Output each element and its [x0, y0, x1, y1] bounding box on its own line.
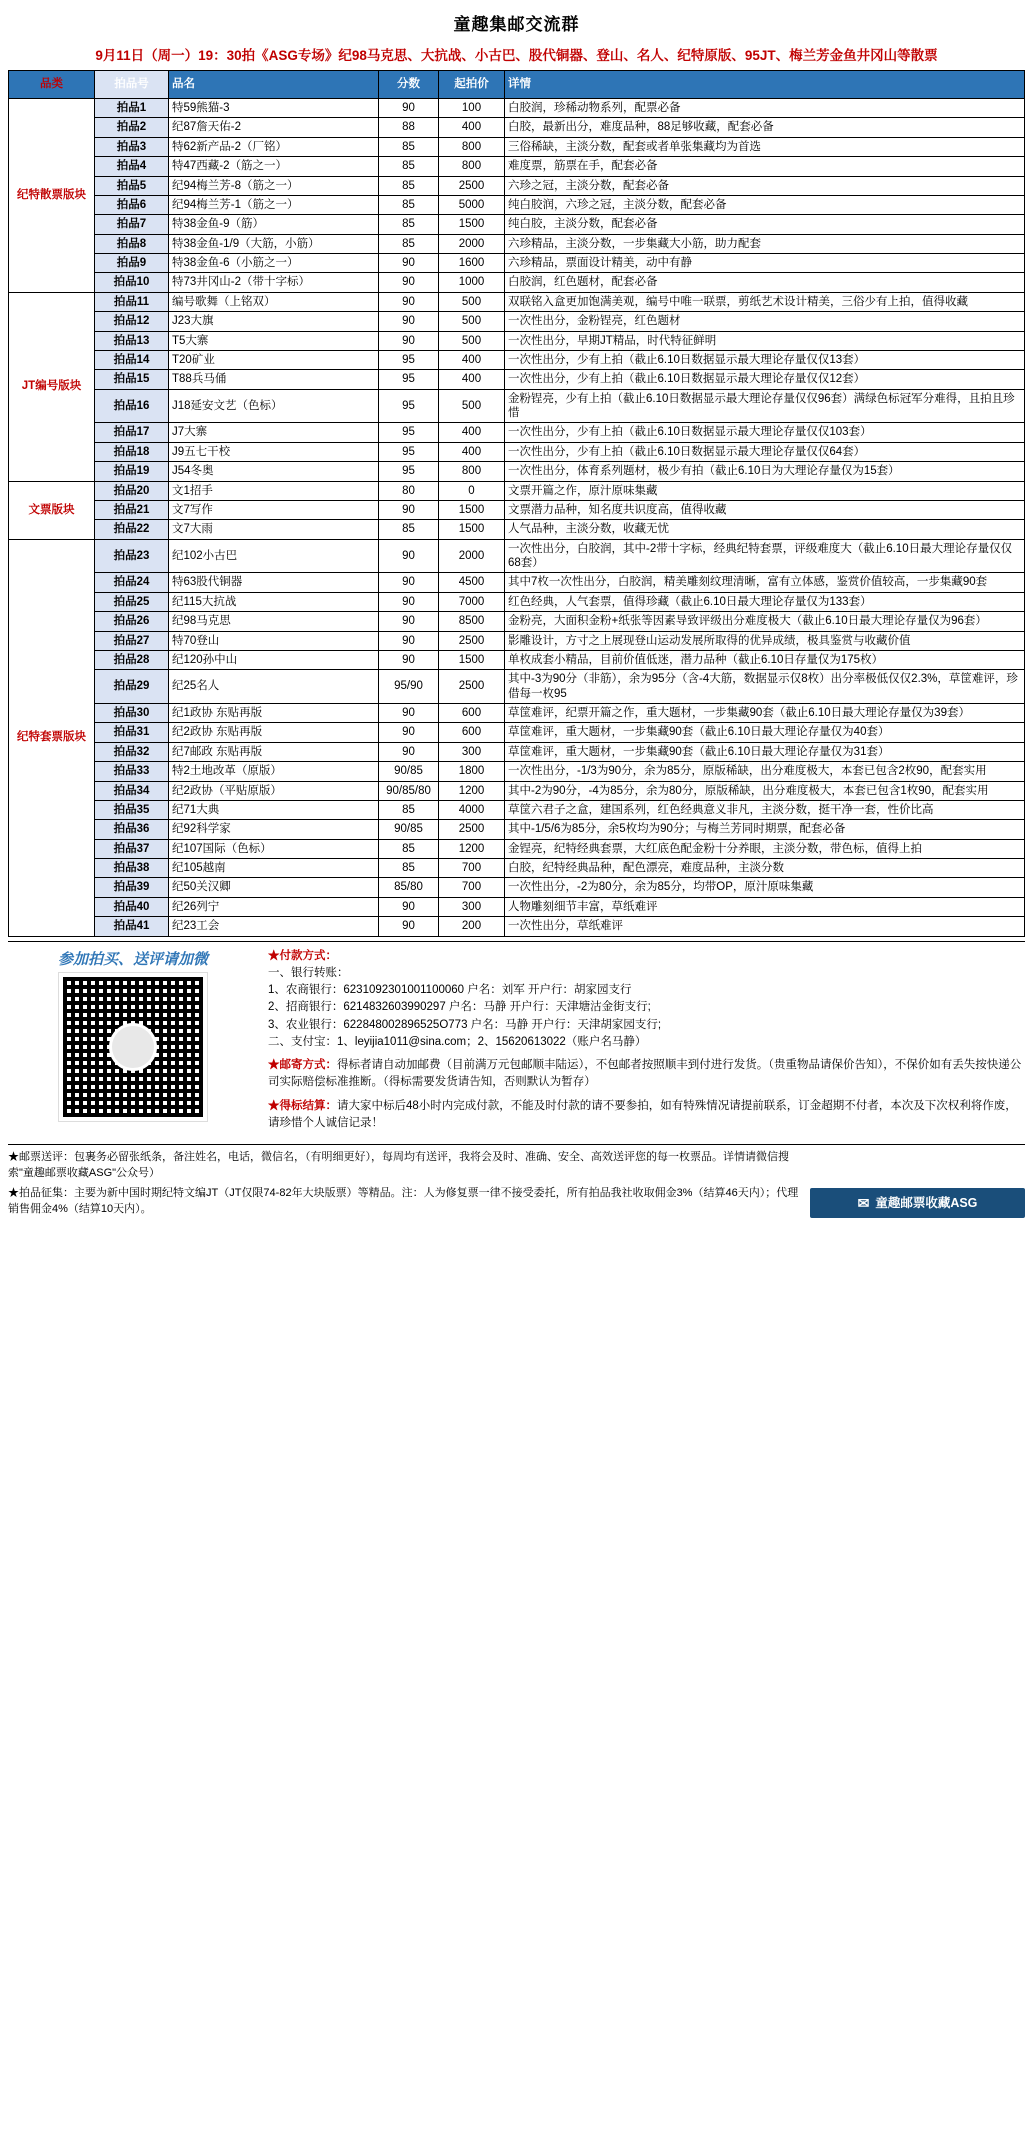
score-cell: 90: [379, 573, 439, 592]
settlement-note-head: ★得标结算：: [268, 1099, 337, 1112]
notes-panel: [258, 948, 1025, 1139]
score-cell: 90: [379, 650, 439, 669]
table-row: [9, 423, 1025, 442]
detail-cell: 六珍之冠，主淡分数，配套必备: [505, 176, 1025, 195]
detail-cell: 一次性出分，体育系列题材，极少有拍（截止6.10日为大理论存量仅为15套）: [505, 462, 1025, 481]
table-row: [9, 704, 1025, 723]
detail-cell: 一次性出分，早期JT精品，时代特征鲜明: [505, 331, 1025, 350]
wechat-icon: ✉: [857, 1194, 870, 1211]
payment-line: 2、招商银行：6214832603990297 户名：马静 开户行：天津塘沽金街支行;: [268, 1001, 651, 1014]
detail-cell: 单枚成套小精品，目前价值低迷，潜力品种（截止6.10日存量仅为175枚）: [505, 650, 1025, 669]
lot-id-cell: 拍品35: [95, 800, 169, 819]
detail-cell: 草筐六君子之盒，建国系列，红色经典意义非凡，主淡分数，挺干净一套，性价比高: [505, 800, 1025, 819]
table-row: [9, 839, 1025, 858]
score-cell: 90: [379, 612, 439, 631]
lot-id-cell: 拍品13: [95, 331, 169, 350]
footer-note-grading: ★邮票送评：包裹务必留张纸条，备注姓名，电话，微信名，（有明细更好），每周均有送评，我将会及时、准确、安全、高效送评您的每一枚票品。详情请微信搜索"童趣邮票收藏ASG"公众号）: [8, 1151, 789, 1179]
detail-cell: 人物雕刻细节丰富，草纸难评: [505, 897, 1025, 916]
start-price-cell: 600: [439, 704, 505, 723]
score-cell: 90: [379, 742, 439, 761]
score-cell: 85: [379, 800, 439, 819]
lot-id-cell: 拍品7: [95, 215, 169, 234]
event-subtitle: 9月11日（周一）19：30拍《ASG专场》纪98马克思、大抗战、小古巴、股代铜器、登山、名人、纪特原版、95JT、梅兰芳金鱼井冈山等散票: [95, 48, 938, 63]
score-cell: 90: [379, 723, 439, 742]
detail-cell: 金粉锃亮，少有上拍（截止6.10日数据显示最大理论存量仅仅96套）满绿色标冠军分难得，且拍且珍惜: [505, 389, 1025, 423]
col-category: 品类: [9, 71, 95, 99]
page-title: 童趣集邮交流群: [453, 15, 580, 34]
start-price-cell: 200: [439, 917, 505, 936]
item-name-cell: 纪94梅兰芳-1（筋之一）: [169, 195, 379, 214]
detail-cell: 文票开篇之作，原汁原味集藏: [505, 481, 1025, 500]
item-name-cell: 编号歌舞（上铭双）: [169, 292, 379, 311]
table-row: [9, 370, 1025, 389]
item-name-cell: 纪115大抗战: [169, 592, 379, 611]
table-row: [9, 878, 1025, 897]
table-row: [9, 592, 1025, 611]
detail-cell: 白胶润，红色题材，配套必备: [505, 273, 1025, 292]
start-price-cell: 1600: [439, 254, 505, 273]
start-price-cell: 5000: [439, 195, 505, 214]
col-item-name: 品名: [169, 71, 379, 99]
qr-panel: [8, 948, 258, 1139]
start-price-cell: 2000: [439, 234, 505, 253]
score-cell: 85: [379, 839, 439, 858]
lot-id-cell: 拍品37: [95, 839, 169, 858]
table-row: [9, 481, 1025, 500]
score-cell: 90: [379, 500, 439, 519]
table-row: [9, 176, 1025, 195]
lot-id-cell: 拍品41: [95, 917, 169, 936]
table-row: [9, 723, 1025, 742]
lot-id-cell: 拍品30: [95, 704, 169, 723]
lot-id-cell: 拍品25: [95, 592, 169, 611]
table-row: [9, 331, 1025, 350]
item-name-cell: 纪107国际（色标）: [169, 839, 379, 858]
item-name-cell: 纪25名人: [169, 670, 379, 704]
score-cell: 90: [379, 592, 439, 611]
score-cell: 95: [379, 442, 439, 461]
score-cell: 88: [379, 118, 439, 137]
settlement-note: [268, 1098, 1025, 1133]
score-cell: 90: [379, 273, 439, 292]
detail-cell: 白胶，最新出分，难度品种，88足够收藏，配套必备: [505, 118, 1025, 137]
footer-note-consignment: ★拍品征集：主要为新中国时期纪特文编JT（JT仅限74-82年大块版票）等精品。注：人为修复票一律不接受委托，所有拍品我社收取佣金3%（结算46天内）；代理销售佣金4%（结算10天内）。: [8, 1186, 799, 1215]
lot-id-cell: 拍品36: [95, 820, 169, 839]
table-row: [9, 859, 1025, 878]
score-cell: 85: [379, 176, 439, 195]
item-name-cell: 特70登山: [169, 631, 379, 650]
lot-id-cell: 拍品5: [95, 176, 169, 195]
detail-cell: 草筐难评，纪票开篇之作，重大题材，一步集藏90套（截止6.10日最大理论存量仅为39套）: [505, 704, 1025, 723]
lot-id-cell: 拍品1: [95, 99, 169, 118]
score-cell: 90/85/80: [379, 781, 439, 800]
detail-cell: 双联铭入盒更加饱满美观，编号中唯一联票，剪纸艺术设计精美，三俗少有上拍，值得收藏: [505, 292, 1025, 311]
table-row: [9, 742, 1025, 761]
detail-cell: 六珍精品，票面设计精美，动中有静: [505, 254, 1025, 273]
item-name-cell: 纪92科学家: [169, 820, 379, 839]
detail-cell: 一次性出分，少有上拍（截止6.10日数据显示最大理论存量仅仅12套）: [505, 370, 1025, 389]
lot-id-cell: 拍品31: [95, 723, 169, 742]
detail-cell: 一次性出分，少有上拍（截止6.10日数据显示最大理论存量仅仅64套）: [505, 442, 1025, 461]
detail-cell: 白胶润，珍稀动物系列，配票必备: [505, 99, 1025, 118]
start-price-cell: 1500: [439, 215, 505, 234]
score-cell: 95: [379, 462, 439, 481]
table-row: [9, 462, 1025, 481]
start-price-cell: 500: [439, 331, 505, 350]
table-row: [9, 762, 1025, 781]
table-row: [9, 917, 1025, 936]
lot-id-cell: 拍品39: [95, 878, 169, 897]
start-price-cell: 400: [439, 442, 505, 461]
payment-note: [268, 948, 1025, 1052]
detail-cell: 其中-3为90分（非筋），余为95分（含-4大筋，数据显示仅8枚）出分率极低仅仅2.3%，草筐难评，珍借每一枚95: [505, 670, 1025, 704]
item-name-cell: 纪105越南: [169, 859, 379, 878]
score-cell: 90: [379, 539, 439, 573]
score-cell: 90: [379, 917, 439, 936]
score-cell: 90: [379, 292, 439, 311]
score-cell: 90: [379, 254, 439, 273]
item-name-cell: T20矿业: [169, 350, 379, 369]
detail-cell: 其中7枚一次性出分，白胶润，精美雕刻纹理清晰，富有立体感，鉴赏价值较高，一步集藏90套: [505, 573, 1025, 592]
score-cell: 85: [379, 195, 439, 214]
lot-id-cell: 拍品20: [95, 481, 169, 500]
item-name-cell: 特47西藏-2（筋之一）: [169, 157, 379, 176]
item-name-cell: 纪50关汉卿: [169, 878, 379, 897]
item-name-cell: 纪2政协 东贴再版: [169, 723, 379, 742]
detail-cell: 三俗稀缺，主淡分数，配套或者单张集藏均为首选: [505, 137, 1025, 156]
detail-cell: 一次性出分，金粉锃亮，红色题材: [505, 312, 1025, 331]
payment-line: 二、支付宝：1、leyijia1011@sina.com；2、15620613022（账户名马静）: [268, 1035, 647, 1048]
category-cell: 纪特套票版块: [9, 539, 95, 936]
item-name-cell: 特62新产品-2（厂铭）: [169, 137, 379, 156]
table-row: [9, 254, 1025, 273]
detail-cell: 其中-1/5/6为85分，余5枚均为90分；与梅兰芳同时期票，配套必备: [505, 820, 1025, 839]
detail-cell: 人气品种，主淡分数，收藏无忧: [505, 520, 1025, 539]
start-price-cell: 800: [439, 462, 505, 481]
item-name-cell: T88兵马俑: [169, 370, 379, 389]
table-row: [9, 670, 1025, 704]
start-price-cell: 400: [439, 370, 505, 389]
lot-id-cell: 拍品21: [95, 500, 169, 519]
lot-id-cell: 拍品34: [95, 781, 169, 800]
start-price-cell: 400: [439, 118, 505, 137]
item-name-cell: 纪71大典: [169, 800, 379, 819]
category-cell: JT编号版块: [9, 292, 95, 481]
detail-cell: 金粉亮，大面积金粉+纸张等因素导致评级出分难度极大（截止6.10日最大理论存量仅为96套）: [505, 612, 1025, 631]
payment-line: 3、农业银行：622848002896525O773 户名：马静 开户行：天津胡家园支行;: [268, 1018, 662, 1031]
lot-id-cell: 拍品23: [95, 539, 169, 573]
score-cell: 90/85: [379, 762, 439, 781]
wechat-account-label: 童趣邮票收藏ASG: [875, 1195, 978, 1210]
score-cell: 90: [379, 312, 439, 331]
start-price-cell: 700: [439, 859, 505, 878]
lot-id-cell: 拍品3: [95, 137, 169, 156]
score-cell: 90/85: [379, 820, 439, 839]
lot-id-cell: 拍品11: [95, 292, 169, 311]
start-price-cell: 4000: [439, 800, 505, 819]
shipping-note-body: 得标者请自动加邮费（目前满万元包邮顺丰陆运），不包邮者按照顺丰到付进行发货。（贵重物品请保价告知），不保价如有丢失按快递公司实际赔偿标准推断。（得标需要发货请告知，否则默认为暂存）: [268, 1059, 1022, 1089]
score-cell: 95: [379, 350, 439, 369]
table-row: [9, 215, 1025, 234]
lot-id-cell: 拍品38: [95, 859, 169, 878]
bottom-section: [8, 941, 1025, 1139]
item-name-cell: J54冬奥: [169, 462, 379, 481]
lot-id-cell: 拍品15: [95, 370, 169, 389]
start-price-cell: 800: [439, 137, 505, 156]
lot-id-cell: 拍品28: [95, 650, 169, 669]
lot-id-cell: 拍品8: [95, 234, 169, 253]
item-name-cell: 纪120孙中山: [169, 650, 379, 669]
table-row: [9, 389, 1025, 423]
score-cell: 90: [379, 897, 439, 916]
wechat-qr-code[interactable]: [59, 973, 207, 1121]
lot-id-cell: 拍品6: [95, 195, 169, 214]
start-price-cell: 400: [439, 350, 505, 369]
table-header-row: [9, 71, 1025, 99]
detail-cell: 文票潜力品种，知名度共识度高，值得收藏: [505, 500, 1025, 519]
detail-cell: 草筐难评，重大题材，一步集藏90套（截止6.10日最大理论存量仅为31套）: [505, 742, 1025, 761]
lot-id-cell: 拍品22: [95, 520, 169, 539]
start-price-cell: 400: [439, 423, 505, 442]
table-row: [9, 781, 1025, 800]
detail-cell: 影雕设计，方寸之上展现登山运动发展所取得的优异成绩，极具鉴赏与收藏价值: [505, 631, 1025, 650]
table-row: [9, 520, 1025, 539]
score-cell: 90: [379, 631, 439, 650]
score-cell: 85/80: [379, 878, 439, 897]
payment-note-head: ★付款方式：: [268, 949, 337, 962]
item-name-cell: T5大寨: [169, 331, 379, 350]
score-cell: 90: [379, 704, 439, 723]
score-cell: 85: [379, 157, 439, 176]
table-row: [9, 800, 1025, 819]
table-row: [9, 650, 1025, 669]
item-name-cell: J23大旗: [169, 312, 379, 331]
lot-id-cell: 拍品2: [95, 118, 169, 137]
start-price-cell: 8500: [439, 612, 505, 631]
start-price-cell: 1500: [439, 520, 505, 539]
start-price-cell: 0: [439, 481, 505, 500]
table-row: [9, 312, 1025, 331]
item-name-cell: J7大寨: [169, 423, 379, 442]
start-price-cell: 1000: [439, 273, 505, 292]
item-name-cell: 特38金鱼-9（筋）: [169, 215, 379, 234]
detail-cell: 纯白胶润，六珍之冠，主淡分数，配套必备: [505, 195, 1025, 214]
lot-id-cell: 拍品24: [95, 573, 169, 592]
item-name-cell: 文7写作: [169, 500, 379, 519]
item-name-cell: J18延安文艺（色标）: [169, 389, 379, 423]
item-name-cell: 特38金鱼-6（小筋之一）: [169, 254, 379, 273]
col-detail: 详情: [505, 71, 1025, 99]
table-row: [9, 273, 1025, 292]
qr-title: 参加拍买、送评请加微: [57, 950, 208, 968]
lot-id-cell: 拍品12: [95, 312, 169, 331]
item-name-cell: 纪2政协（平贴原版）: [169, 781, 379, 800]
item-name-cell: 纪1政协 东贴再版: [169, 704, 379, 723]
item-name-cell: 纪98马克思: [169, 612, 379, 631]
table-row: [9, 118, 1025, 137]
detail-cell: 难度票，筋票在手，配套必备: [505, 157, 1025, 176]
start-price-cell: 2500: [439, 176, 505, 195]
lot-id-cell: 拍品4: [95, 157, 169, 176]
table-row: [9, 442, 1025, 461]
detail-cell: 一次性出分，-2为80分，余为85分，均带OP，原汁原味集藏: [505, 878, 1025, 897]
table-row: [9, 539, 1025, 573]
start-price-cell: 500: [439, 312, 505, 331]
item-name-cell: 纪7邮政 东贴再版: [169, 742, 379, 761]
shipping-note: [268, 1057, 1025, 1092]
item-name-cell: 纪94梅兰芳-8（筋之一）: [169, 176, 379, 195]
start-price-cell: 1800: [439, 762, 505, 781]
detail-cell: 纯白胶，主淡分数，配套必备: [505, 215, 1025, 234]
detail-cell: 一次性出分，草纸难评: [505, 917, 1025, 936]
start-price-cell: 1500: [439, 500, 505, 519]
detail-cell: 其中-2为90分，-4为85分，余为80分，原版稀缺，出分难度极大，本套已包含1枚90，配套实用: [505, 781, 1025, 800]
detail-cell: 一次性出分，少有上拍（截止6.10日数据显示最大理论存量仅仅103套）: [505, 423, 1025, 442]
detail-cell: 金锃亮，纪特经典套票，大红底色配金粉十分养眼，主淡分数，带色标，值得上拍: [505, 839, 1025, 858]
score-cell: 85: [379, 234, 439, 253]
item-name-cell: J9五七干校: [169, 442, 379, 461]
score-cell: 95/90: [379, 670, 439, 704]
item-name-cell: 特59熊猫-3: [169, 99, 379, 118]
detail-cell: 一次性出分，-1/3为90分，余为85分，原版稀缺，出分难度极大，本套已包含2枚90，配套实用: [505, 762, 1025, 781]
detail-cell: 一次性出分，少有上拍（截止6.10日数据显示最大理论存量仅仅13套）: [505, 350, 1025, 369]
payment-line: 一、银行转账：: [268, 966, 349, 979]
wechat-account-badge[interactable]: [810, 1188, 1025, 1218]
lot-id-cell: 拍品19: [95, 462, 169, 481]
start-price-cell: 700: [439, 878, 505, 897]
item-name-cell: 特2土地改革（原版）: [169, 762, 379, 781]
start-price-cell: 100: [439, 99, 505, 118]
score-cell: 95: [379, 423, 439, 442]
detail-cell: 六珍精品，主淡分数，一步集藏大小筋，助力配套: [505, 234, 1025, 253]
start-price-cell: 600: [439, 723, 505, 742]
table-row: [9, 500, 1025, 519]
item-name-cell: 纪102小古巴: [169, 539, 379, 573]
table-row: [9, 897, 1025, 916]
payment-line: 1、农商银行：6231092301001100060 户名：刘军 开户行：胡家园支行: [268, 984, 632, 996]
table-row: [9, 573, 1025, 592]
start-price-cell: 2000: [439, 539, 505, 573]
start-price-cell: 300: [439, 897, 505, 916]
start-price-cell: 2500: [439, 631, 505, 650]
table-row: [9, 99, 1025, 118]
detail-cell: 红色经典，人气套票，值得珍藏（截止6.10日最大理论存量仅为133套）: [505, 592, 1025, 611]
table-row: [9, 195, 1025, 214]
table-row: [9, 137, 1025, 156]
start-price-cell: 300: [439, 742, 505, 761]
lot-id-cell: 拍品10: [95, 273, 169, 292]
start-price-cell: 7000: [439, 592, 505, 611]
item-name-cell: 纪26列宁: [169, 897, 379, 916]
table-row: [9, 157, 1025, 176]
detail-cell: 一次性出分，白胶润，其中-2带十字标，经典纪特套票，评级难度大（截止6.10日最大理论存量仅仅68套）: [505, 539, 1025, 573]
table-body: [9, 99, 1025, 937]
col-start-price: 起拍价: [439, 71, 505, 99]
lot-id-cell: 拍品9: [95, 254, 169, 273]
item-name-cell: 特38金鱼-1/9（大筋，小筋）: [169, 234, 379, 253]
footer: [8, 1144, 1025, 1218]
shipping-note-head: ★邮寄方式：: [268, 1059, 337, 1071]
auction-table: [8, 70, 1025, 937]
category-cell: 纪特散票版块: [9, 99, 95, 293]
table-row: [9, 820, 1025, 839]
start-price-cell: 2500: [439, 670, 505, 704]
lot-id-cell: 拍品33: [95, 762, 169, 781]
table-row: [9, 292, 1025, 311]
score-cell: 95: [379, 370, 439, 389]
item-name-cell: 纪87詹天佑-2: [169, 118, 379, 137]
lot-id-cell: 拍品18: [95, 442, 169, 461]
item-name-cell: 纪23工会: [169, 917, 379, 936]
score-cell: 95: [379, 389, 439, 423]
start-price-cell: 1500: [439, 650, 505, 669]
lot-id-cell: 拍品17: [95, 423, 169, 442]
start-price-cell: 500: [439, 292, 505, 311]
lot-id-cell: 拍品40: [95, 897, 169, 916]
start-price-cell: 1200: [439, 781, 505, 800]
item-name-cell: 特63股代铜器: [169, 573, 379, 592]
table-row: [9, 350, 1025, 369]
detail-cell: 草筐难评，重大题材，一步集藏90套（截止6.10日最大理论存量仅为40套）: [505, 723, 1025, 742]
start-price-cell: 800: [439, 157, 505, 176]
start-price-cell: 4500: [439, 573, 505, 592]
score-cell: 85: [379, 137, 439, 156]
lot-id-cell: 拍品16: [95, 389, 169, 423]
score-cell: 85: [379, 215, 439, 234]
col-lot-id: 拍品号: [95, 71, 169, 99]
table-row: [9, 631, 1025, 650]
start-price-cell: 2500: [439, 820, 505, 839]
lot-id-cell: 拍品27: [95, 631, 169, 650]
detail-cell: 白胶，纪特经典品种，配色漂亮，难度品种，主淡分数: [505, 859, 1025, 878]
item-name-cell: 文1招手: [169, 481, 379, 500]
col-score: 分数: [379, 71, 439, 99]
score-cell: 85: [379, 859, 439, 878]
settlement-note-body: 请大家中标后48小时内完成付款，不能及时付款的请不要参拍，如有特殊情况请提前联系，订金超期不付者，本次及下次权利将作废，请珍惜个人诚信记录！: [268, 1099, 1017, 1129]
item-name-cell: 特73井冈山-2（带十字标）: [169, 273, 379, 292]
footer-notes: [8, 1150, 810, 1218]
start-price-cell: 500: [439, 389, 505, 423]
table-row: [9, 612, 1025, 631]
item-name-cell: 文7大雨: [169, 520, 379, 539]
category-cell: 文票版块: [9, 481, 95, 539]
score-cell: 85: [379, 520, 439, 539]
lot-id-cell: 拍品26: [95, 612, 169, 631]
table-row: [9, 234, 1025, 253]
lot-id-cell: 拍品29: [95, 670, 169, 704]
score-cell: 90: [379, 331, 439, 350]
score-cell: 80: [379, 481, 439, 500]
lot-id-cell: 拍品14: [95, 350, 169, 369]
start-price-cell: 1200: [439, 839, 505, 858]
lot-id-cell: 拍品32: [95, 742, 169, 761]
score-cell: 90: [379, 99, 439, 118]
